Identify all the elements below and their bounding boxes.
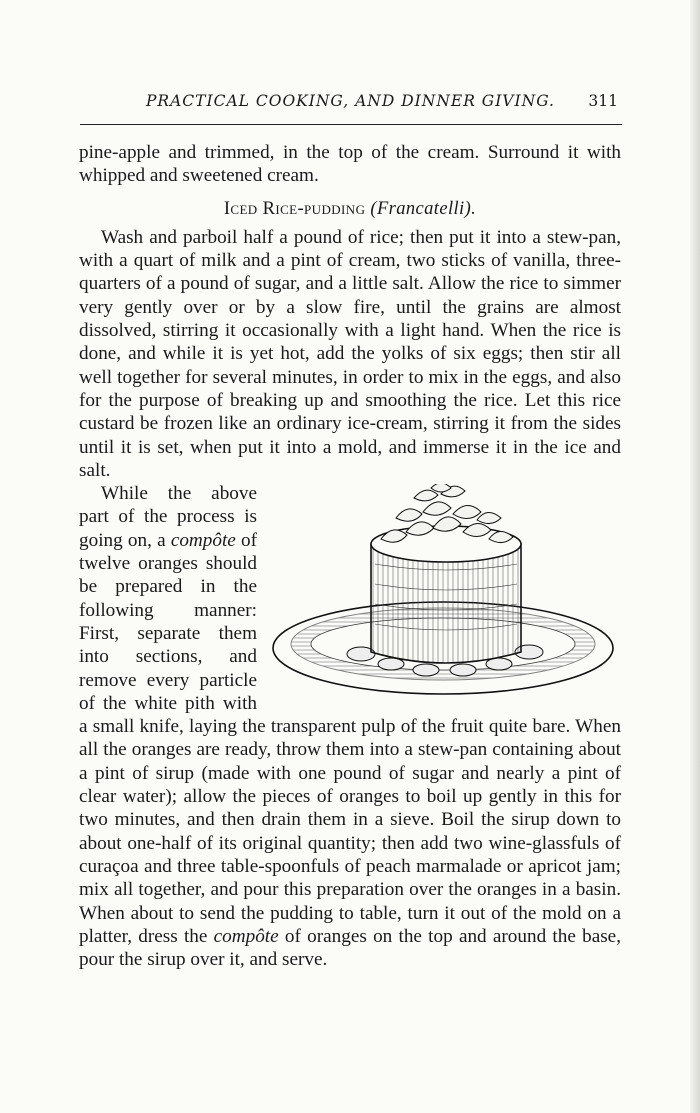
compote-term-2: compôte — [213, 925, 279, 947]
paragraph-2-end: of oranges on the top and around the base, pour the sirup over it, and serve. — [79, 925, 621, 971]
paragraph-1: Wash and parboil half a pound of rice; then put it into a stew-pan, with a quart of milk and a pint of cream, two sticks of vanilla, three-quarters of a pound of sugar, and a little salt. Allow the rice to simmer very gently over or by a slow fire, until the grains are almost dissolved, stirring it occasionally with a light hand. When the rice is done, and while it is yet hot, add the yolks of six eggs; then stir all well together for several minutes, in order to mix in the eggs, and also for the purpose of breaking up and smoothing the rice. Let this rice custard be frozen like an ordinary ice-cream, stirring it from the sides until it is set, when put it into a mold, and immerse it in the ice and salt. — [79, 226, 621, 481]
paragraph-2 — [79, 482, 621, 971]
page-header — [80, 92, 620, 116]
recipe-title: Iced Rice-pudding — [223, 198, 366, 219]
paragraph-2-middle: of twelve oranges should be prepared in the following manner: First, separate them into sections, and remove every particle of the white pith with a small knife, laying the transparent pulp of the fruit quite bare. When all the oranges are ready, throw them into a stew-pan containing about a pint of sirup (made with one pound of sugar and nearly a pint of clear water); allow the pieces of oranges to boil up gently in this for two minutes, and then drain them in a sieve. Boil the sirup down to about one-half of its original quantity; then add two wine-glassfuls of curaçoa and three table-spoonfuls of peach marmalade or apricot jam; mix all together, and pour this preparation over the oranges in a basin. When about to send the pudding to table, turn it out of the mold on a platter, dress the — [79, 529, 621, 947]
iced-pudding-figure — [271, 484, 621, 708]
compote-term-1: compôte — [170, 529, 236, 551]
pudding-illustration — [271, 484, 621, 708]
running-title: PRACTICAL COOKING, AND DINNER GIVING. — [146, 92, 555, 110]
recipe-attribution: (Francatelli). — [370, 198, 477, 219]
body-text — [79, 141, 621, 971]
recipe-heading — [79, 198, 621, 221]
page-number: 311 — [588, 92, 618, 110]
page-edge-shadow — [690, 0, 700, 1113]
header-rule — [80, 124, 622, 125]
continuation-paragraph: pine-apple and trimmed, in the top of the cream. Surround it with whipped and sweetened cream. — [79, 142, 621, 187]
paragraph-2-start: While the above part of the process is going on, a — [79, 483, 257, 551]
